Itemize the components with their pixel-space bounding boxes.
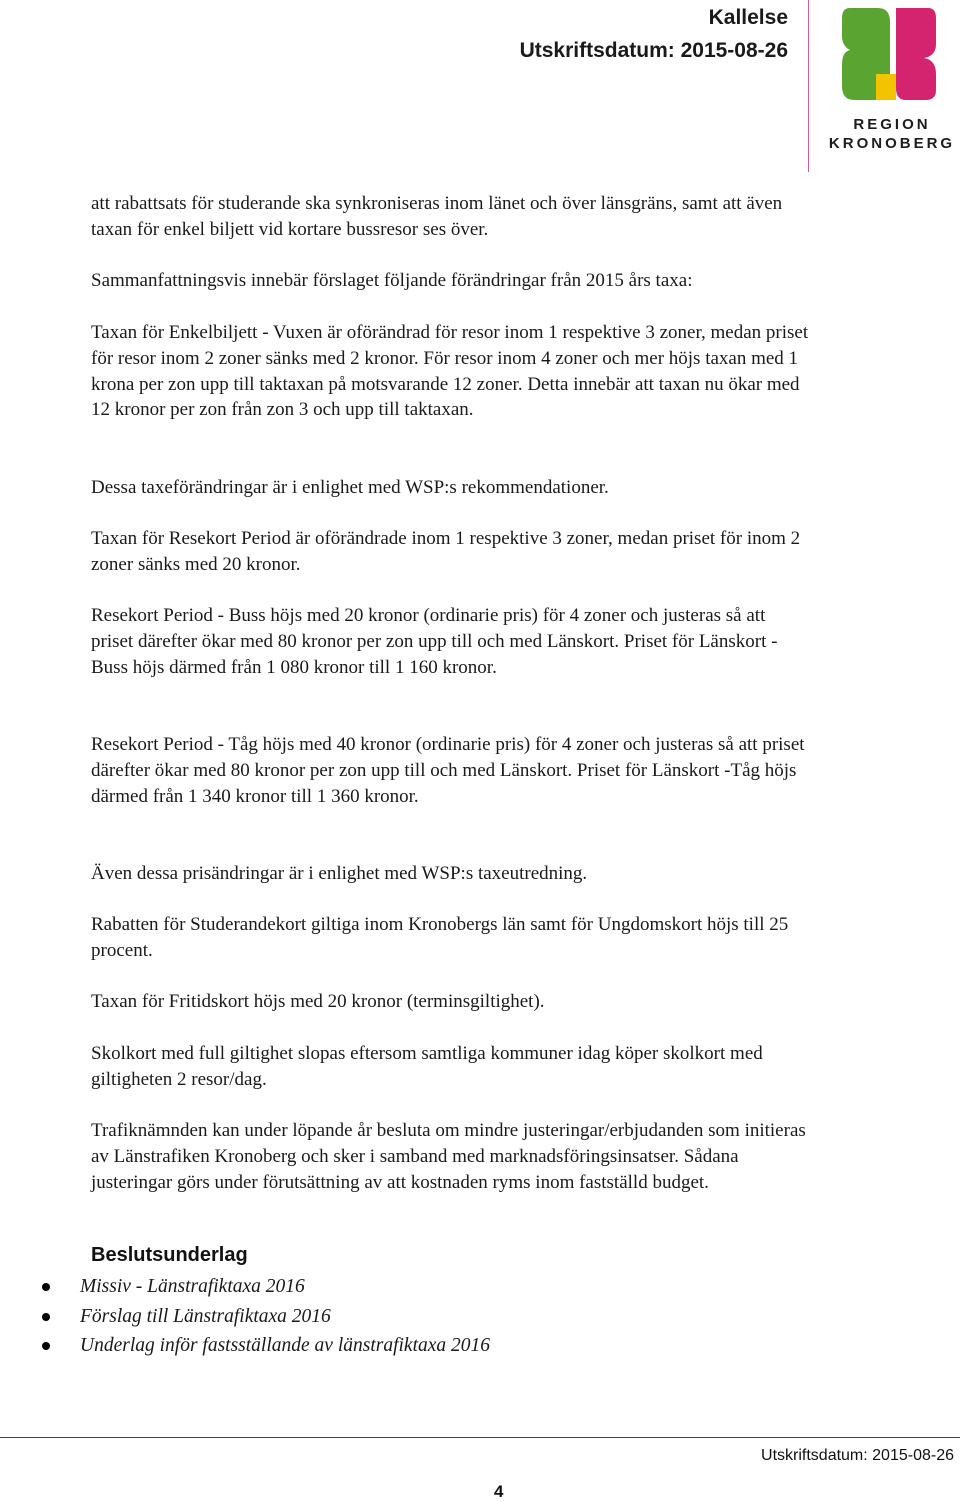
logo-yellow-shape (876, 74, 896, 100)
list-item (38, 1332, 490, 1362)
print-date-header: Utskriftsdatum: 2015-08-26 (519, 39, 788, 62)
paragraph-enkelbiljett: Taxan för Enkelbiljett - Vuxen är oförändrad för resor inom 1 respektive 3 zoner, medan priset för resor inom 2 zoner sänks med 2 kronor. För resor inom 4 zoner och mer höjs taxan med 1 krona per zon upp till taktaxan på motsvarande 12 zoner. Detta innebär att taxan nu ökar med 12 kronor per zon från zon 3 och upp till taktaxan. (91, 322, 809, 421)
attachment-title: Underlag inför fastsställande av länstrafiktaxa 2016 (80, 1335, 491, 1356)
attachment-list (38, 1273, 490, 1362)
print-date-footer: Utskriftsdatum: 2015-08-26 (761, 1447, 954, 1464)
attachment-title: Missiv - Länstrafiktaxa 2016 (80, 1276, 305, 1297)
attachment-title: Förslag till Länstrafiktaxa 2016 (80, 1305, 331, 1327)
paragraph-trafiknamnden: Trafiknämnden kan under löpande år besluta om mindre justeringar/erbjudanden som initieras av Länstrafiken Kronoberg och sker i samband med marknadsföringsinsatser. Sådana justeringar görs under förutsättning av att kostnaden ryms inom fastställd budget. (91, 1120, 806, 1193)
paragraph-resekort-tag: Resekort Period - Tåg höjs med 40 kronor (ordinarie pris) för 4 zoner och justeras så att priset därefter ökar med 80 kronor per zon upp till och med Länskort. Priset för Länskort -Tåg höjs därmed från 1 340 kronor till 1 360 kronor. (91, 734, 805, 807)
page-number: 4 (494, 1482, 504, 1501)
bullet-icon (42, 1342, 50, 1350)
paragraph-wsp-rekommendationer: Dessa taxeförändringar är i enlighet med WSP:s rekommendationer. (91, 477, 609, 498)
bullet-icon (42, 1313, 50, 1321)
header-divider (808, 0, 809, 172)
document-type-label: Kallelse (708, 6, 788, 29)
paragraph-resekort-buss: Resekort Period - Buss höjs med 20 kronor (ordinarie pris) för 4 zoner och justeras så att priset därefter ökar med 80 kronor per zon upp till och med Länskort. Priset för Länskort -Buss höjs därmed från 1 080 kronor till 1 160 kronor. (91, 605, 778, 678)
logo-text-region: REGION (853, 116, 931, 133)
paragraph-skolkort: Skolkort med full giltighet slopas eftersom samtliga kommuner idag köper skolkort med giltigheten 2 resor/dag. (91, 1043, 763, 1090)
logo-text-kronoberg: KRONOBERG (828, 135, 956, 152)
paragraph-fritidskort: Taxan för Fritidskort höjs med 20 kronor (terminsgiltighet). (91, 991, 545, 1012)
footer-divider (0, 1437, 960, 1438)
paragraph-studerande-rabatt: att rabattsats för studerande ska synkroniseras inom länet och över länsgräns, samt att även taxan för enkel biljett vid kortare bussresor ses över. (91, 193, 783, 240)
paragraph-studerandekort: Rabatten för Studerandekort giltiga inom Kronobergs län samt för Ungdomskort höjs till 25 procent. (91, 914, 789, 961)
paragraph-wsp-taxeutredning: Även dessa prisändringar är i enlighet med WSP:s taxeutredning. (91, 863, 588, 884)
paragraph-sammanfattning: Sammanfattningsvis innebär förslaget följande förändringar från 2015 års taxa: (91, 270, 693, 291)
beslutsunderlag-heading: Beslutsunderlag (91, 1244, 248, 1266)
bullet-icon (42, 1283, 50, 1291)
paragraph-resekort-period: Taxan för Resekort Period är oförändrade inom 1 respektive 3 zoner, medan priset för inom 2 zoner sänks med 20 kronor. (91, 528, 801, 575)
list-item (38, 1303, 490, 1333)
list-item (38, 1273, 490, 1303)
logo-pink-shape (896, 8, 936, 100)
